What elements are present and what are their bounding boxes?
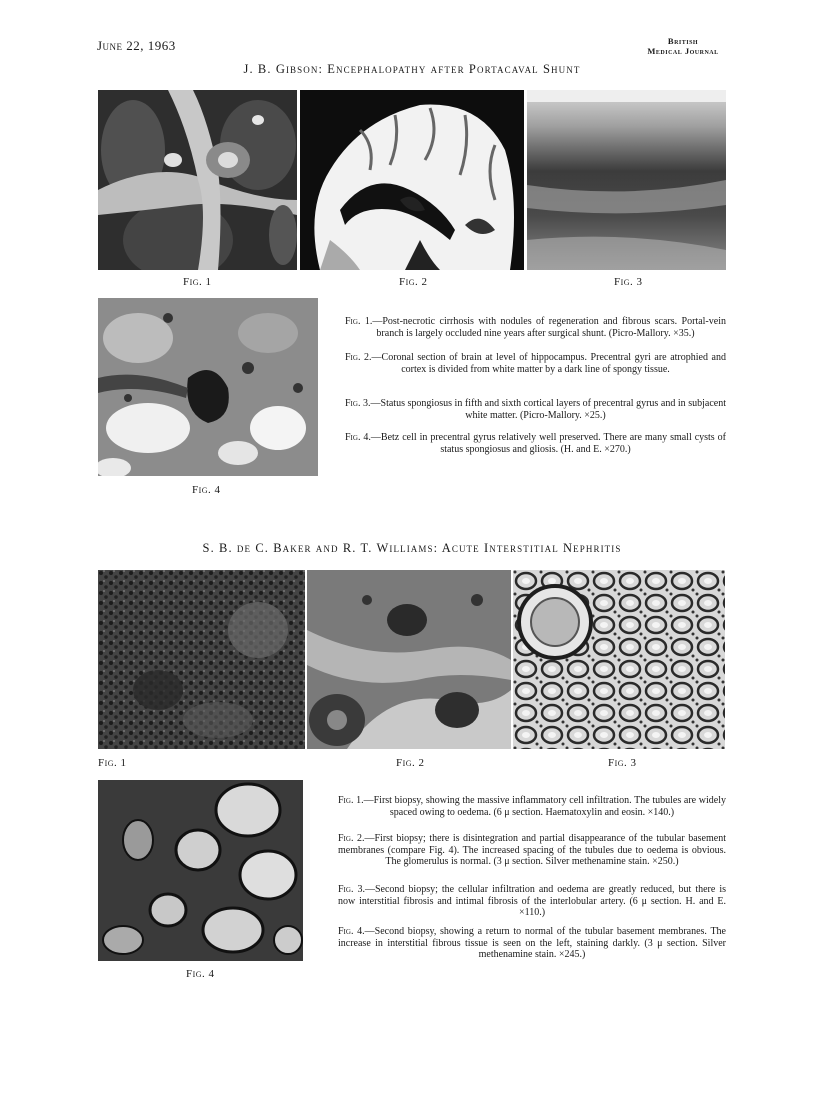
caption-fig-ref: Fig. 4. [345, 432, 371, 443]
article2-figure-4-label: Fig. 4 [186, 968, 215, 980]
article1-caption-fig1 [345, 316, 726, 339]
article2-caption-fig4 [338, 926, 726, 961]
journal-name-line1: British [667, 36, 699, 46]
caption-text: —First biopsy, showing the massive inflammatory cell infiltration. The tubules are widely spaced owing to oedema. (6 μ section. Haematoxylin and eosin. ×140.) [363, 795, 726, 818]
caption-fig-ref: Fig. 4. [338, 926, 365, 937]
caption-text: —Betz cell in precentral gyrus relatively well preserved. There are many small cysts of status spongiosus and gliosis. (H. and E. ×270.) [370, 432, 726, 455]
article1-caption-fig2 [345, 352, 726, 375]
article1-caption-fig3 [345, 398, 726, 421]
caption-text: —First biopsy; there is disintegration and partial disappearance of the tubular basement membranes (compare Fig. 4). The increased spacing of the tubules due to oedema is obvious. The glomerulus is normal. (3 μ section. Silver methenamine stain. ×250.) [338, 833, 726, 867]
article2-caption-fig2 [338, 833, 726, 868]
article1-figure-4-image [98, 298, 318, 476]
journal-name [640, 36, 726, 56]
caption-text: —Post-necrotic cirrhosis with nodules of regeneration and fibrous scars. Portal-vein branch is largely occluded nine years after surgical shunt. (Picro-Mallory. ×35.) [372, 316, 726, 339]
journal-name-line2: Medical Journal [647, 46, 719, 56]
caption-fig-ref: Fig. 1. [338, 795, 364, 806]
caption-text: —Second biopsy; the cellular infiltration and oedema are greatly reduced, but there is now interstitial fibrosis and intimal fibrosis of the interlobular artery. (6 μ section. H. and E. ×110.) [338, 884, 727, 918]
article1-figure-2-label: Fig. 2 [399, 276, 428, 288]
caption-fig-ref: Fig. 3. [345, 398, 371, 409]
article1-title: J. B. Gibson: Encephalopathy after Portacaval Shunt [243, 62, 581, 76]
article2-figure-2-label: Fig. 2 [396, 757, 425, 769]
article1-figure-2-image [300, 90, 524, 270]
article2-figure-3-label: Fig. 3 [608, 757, 637, 769]
article1-figure-3-image [527, 90, 726, 270]
article2-title: S. B. de C. Baker and R. T. Williams: Acute Interstitial Nephritis [202, 541, 622, 555]
article1-figure-3-label: Fig. 3 [614, 276, 643, 288]
article1-caption-fig4 [345, 432, 726, 455]
article2-caption-fig3 [338, 884, 726, 919]
article2-figure-3-image [513, 570, 725, 749]
caption-text: —Second biopsy, showing a return to normal of the tubular basement membranes. The increase in interstitial fibrous tissue is seen on the left, staining darkly. (3 μ section. Silver methenamine stain. ×245.) [338, 926, 726, 960]
caption-text: —Coronal section of brain at level of hippocampus. Precentral gyri are atrophied and cortex is divided from white matter by a dark line of spongy tissue. [371, 352, 726, 375]
caption-text: —Status spongiosus in fifth and sixth cortical layers of precentral gyrus and in subjacent white matter. (Picro-Mallory. ×25.) [370, 398, 726, 421]
caption-fig-ref: Fig. 1. [345, 316, 373, 327]
article2-figure-1-image [98, 570, 305, 749]
article2-figure-2-image [307, 570, 511, 749]
article2-figure-1-label: Fig. 1 [98, 757, 127, 769]
article1-figure-1-label: Fig. 1 [183, 276, 212, 288]
caption-fig-ref: Fig. 3. [338, 884, 365, 895]
article2-figure-4-image [98, 780, 303, 961]
caption-fig-ref: Fig. 2. [345, 352, 372, 363]
article1-figure-1-image [98, 90, 297, 270]
article1-figure-4-label: Fig. 4 [192, 484, 221, 496]
caption-fig-ref: Fig. 2. [338, 833, 365, 844]
article2-caption-fig1 [338, 795, 726, 818]
issue-date: June 22, 1963 [97, 38, 176, 53]
